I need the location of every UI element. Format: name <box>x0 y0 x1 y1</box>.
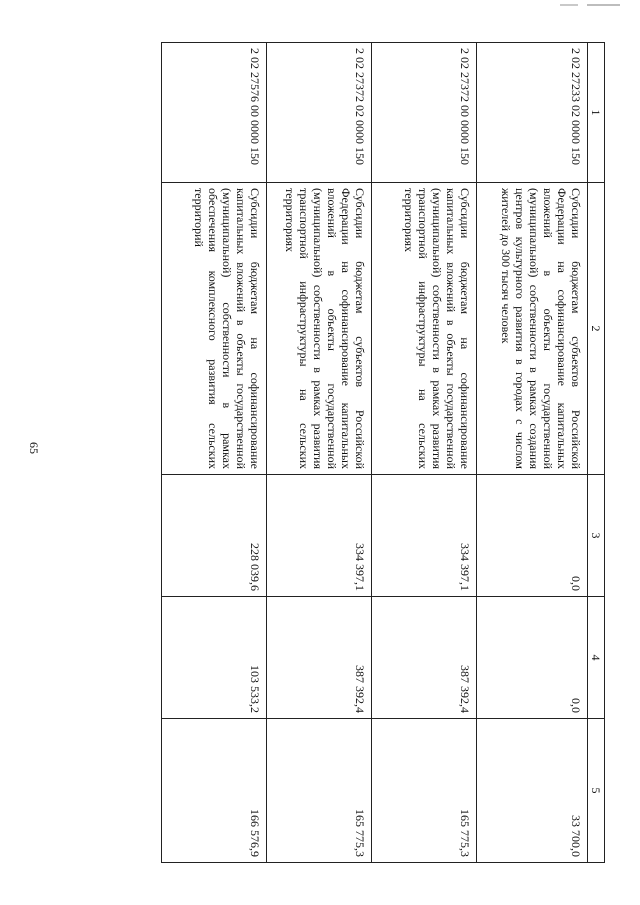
rotated-table-container <box>95 42 605 862</box>
description-cell: Субсидии бюджетам на софинансирование капитальных вложений в объекты государственной (муниципальной) собственности в рамках обеспечения комплексного развития сельских территорий <box>162 183 267 475</box>
amount-col4-cell: 103 533,2 <box>162 597 267 719</box>
amount-col4-cell: 387 392,4 <box>372 597 477 719</box>
amount-col5-cell: 165 775,3 <box>372 719 477 863</box>
budget-code-cell: 2 02 27233 02 0000 150 <box>477 43 588 183</box>
amount-col4-cell: 0,0 <box>477 597 588 719</box>
budget-code-cell: 2 02 27372 00 0000 150 <box>372 43 477 183</box>
page-number: 65 <box>27 442 41 454</box>
description-cell: Субсидии бюджетам субъектов Российской Федерации на софинансирование капитальных вложений в объекты государственной (муниципальной) собственности в рамках создания центров культурного развития в городах с числом жителей до 300 тысяч человек <box>477 183 588 475</box>
amount-col3-cell: 228 039,6 <box>162 475 267 597</box>
table-row <box>162 43 267 863</box>
amount-col5-cell: 165 775,3 <box>267 719 372 863</box>
scan-artifact-mark <box>560 4 620 6</box>
budget-code-cell: 2 02 27372 02 0000 150 <box>267 43 372 183</box>
amount-col3-cell: 334 397,1 <box>267 475 372 597</box>
budget-code-cell: 2 02 27576 00 0000 150 <box>162 43 267 183</box>
table-row <box>477 43 588 863</box>
description-cell: Субсидии бюджетам на софинансирование капитальных вложений в объекты государственной (муниципальной) собственности в рамках развития транспортной инфраструктуры на сельских территориях <box>372 183 477 475</box>
header-cell-5: 5 <box>588 719 605 863</box>
amount-col4-cell: 387 392,4 <box>267 597 372 719</box>
table-row <box>267 43 372 863</box>
amount-col5-cell: 166 576,9 <box>162 719 267 863</box>
budget-table <box>161 42 605 863</box>
header-cell-3: 3 <box>588 475 605 597</box>
header-cell-1: 1 <box>588 43 605 183</box>
table-row <box>372 43 477 863</box>
amount-col3-cell: 0,0 <box>477 475 588 597</box>
description-cell: Субсидии бюджетам субъектов Российской Федерации на софинансирование капитальных вложений в объекты государственной (муниципальной) собственности в рамках развития транспортной инфраструктуры на сельских территориях <box>267 183 372 475</box>
table-header-row <box>588 43 605 863</box>
header-cell-4: 4 <box>588 597 605 719</box>
header-cell-2: 2 <box>588 183 605 475</box>
amount-col5-cell: 33 700,0 <box>477 719 588 863</box>
amount-col3-cell: 334 397,1 <box>372 475 477 597</box>
